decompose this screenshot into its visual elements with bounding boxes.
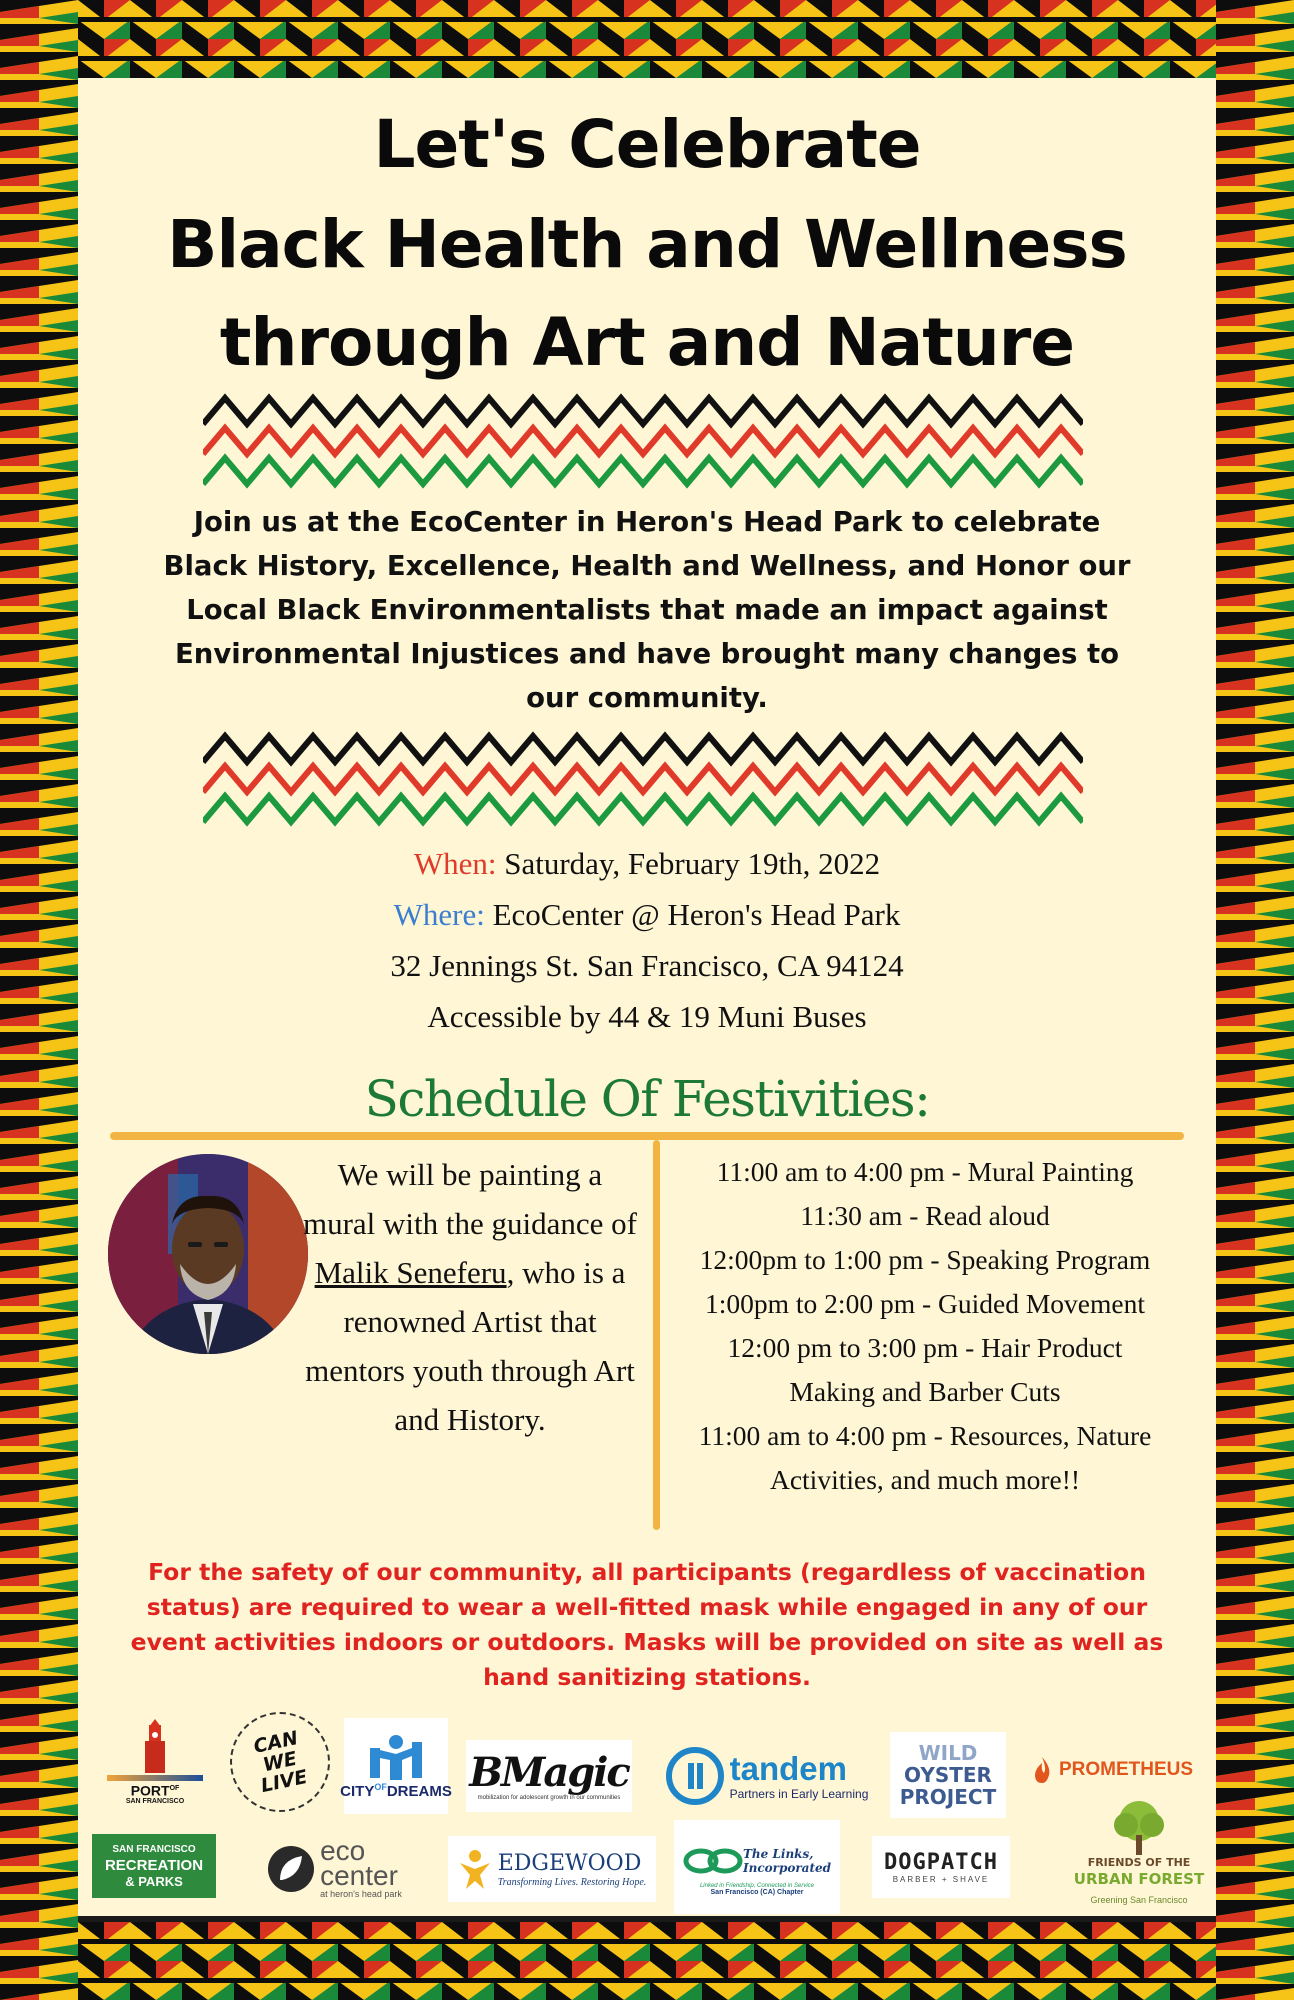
edgewood-figure-icon (458, 1849, 492, 1889)
port-of: OF (169, 1784, 180, 1792)
schedule-divider-horizontal (110, 1132, 1184, 1140)
artist-name: Malik Seneferu (314, 1255, 507, 1290)
zigzag-divider-top (203, 392, 1083, 492)
port-label: PORT (130, 1782, 170, 1799)
fuf-line3: URBAN (1073, 1870, 1134, 1888)
dogpatch-label: DOGPATCH (884, 1850, 998, 1875)
zigzag-line (203, 458, 1083, 484)
logo-can-we-live (230, 1712, 330, 1812)
tandem-logo-icon (666, 1747, 724, 1805)
flame-icon (1029, 1755, 1055, 1785)
tree-icon (1104, 1799, 1174, 1855)
cod-city: CITY (340, 1783, 375, 1800)
schedule-item: 11:00 am to 4:00 pm - Mural Painting (716, 1156, 1134, 1187)
logo-the-links (674, 1820, 840, 1914)
where-value: EcoCenter @ Heron's Head Park (484, 897, 901, 932)
edgewood-label: EDGEWOOD (497, 1850, 642, 1876)
logo-wild-oyster (890, 1732, 1006, 1818)
logo-edgewood (448, 1836, 656, 1902)
fuf-line2: OF THE (1145, 1856, 1191, 1869)
wildoyster-line2: OYSTER (904, 1763, 992, 1787)
border-top (0, 0, 1294, 78)
logo-prometheus (1016, 1752, 1206, 1788)
intro-paragraph: Join us at the EcoCenter in Heron's Head Park to celebrate Black History, Excellence, Health and Wellness, and Honor our Local Black Environmentalists that made an impact against Environmental Injustices and have brought many changes to our community. (163, 506, 1131, 714)
title-line-2: Black Health and Wellness (167, 206, 1127, 283)
artist-portrait (108, 1154, 308, 1354)
kente-pattern-bottom (0, 1922, 1294, 2000)
links-line1: The Links, (742, 1846, 814, 1861)
city-of-dreams-figure-icon (366, 1732, 426, 1782)
cod-dreams: DREAMS (386, 1783, 452, 1800)
zigzag-line (203, 736, 1083, 762)
sfrec-line3: & PARKS (125, 1874, 183, 1889)
mural-text-post: , who is a renowned Artist that mentors youth through Art and History. (305, 1255, 635, 1437)
schedule-list (670, 1150, 1180, 1502)
zigzag-line (203, 428, 1083, 454)
schedule-item: Activities, and much more!! (769, 1464, 1081, 1495)
edgewood-sublabel: Transforming Lives. Restoring Hope. (497, 1876, 647, 1888)
kente-pattern-top (0, 0, 1294, 78)
tandem-sublabel: Partners in Early Learning (729, 1787, 869, 1801)
bmagic-sublabel: mobilization for adolescent growth in our communities (477, 1795, 621, 1801)
zigzag-line (203, 398, 1083, 424)
logo-tandem (652, 1740, 882, 1812)
schedule-heading: Schedule Of Festivities: (364, 1070, 930, 1128)
event-transit: Accessible by 44 & 19 Muni Buses (427, 999, 867, 1034)
title-line-1: Let's Celebrate (373, 106, 921, 183)
links-chain-icon (683, 1839, 743, 1883)
logo-city-of-dreams (340, 1718, 452, 1814)
schedule-item: Making and Barber Cuts (789, 1376, 1061, 1407)
ecocenter-line2: center (320, 1860, 398, 1891)
logo-ecocenter (236, 1834, 432, 1904)
sfrec-line2: RECREATION (104, 1857, 204, 1874)
schedule-divider-vertical (653, 1140, 660, 1530)
portrait-illustration (108, 1154, 308, 1354)
where-label: Where: (393, 897, 485, 932)
ecocenter-line3: at heron's head park (320, 1889, 402, 1899)
logo-friends-urban-forest (1064, 1784, 1214, 1920)
sfrec-line1: SAN FRANCISCO (112, 1844, 196, 1855)
zigzag-line (203, 766, 1083, 792)
schedule-item: 11:00 am to 4:00 pm - Resources, Nature (698, 1420, 1152, 1451)
logo-bmagic (466, 1740, 632, 1812)
schedule-item: 1:00pm to 2:00 pm - Guided Movement (705, 1288, 1145, 1319)
schedule-item: 12:00pm to 1:00 pm - Speaking Program (699, 1244, 1151, 1275)
fuf-line4: FOREST (1138, 1870, 1205, 1888)
port-tower-icon (135, 1719, 175, 1775)
links-line4: San Francisco (CA) Chapter (710, 1888, 804, 1896)
wildoyster-line3: PROJECT (899, 1785, 997, 1809)
ecocenter-line1: eco (320, 1835, 366, 1866)
border-bottom (0, 1922, 1294, 2000)
title-line-3: through Art and Nature (219, 304, 1075, 381)
logo-port-sf (100, 1712, 210, 1812)
wildoyster-line1: WILD (918, 1741, 978, 1765)
when-value: Saturday, February 19th, 2022 (496, 846, 881, 881)
mural-text-pre: We will be painting a mural with the guidance of (302, 1157, 637, 1241)
bmagic-label: BMagic (469, 1749, 629, 1796)
when-label: When: (413, 846, 497, 881)
event-address: 32 Jennings St. San Francisco, CA 94124 (390, 948, 904, 983)
schedule-item: 11:30 am - Read aloud (800, 1200, 1050, 1231)
zigzag-divider-middle (203, 730, 1083, 830)
links-line3: Linked in Friendship, Connected in Service (699, 1882, 815, 1889)
fuf-sublabel: Greening San Francisco (1090, 1895, 1188, 1905)
zigzag-line (203, 796, 1083, 822)
event-where (0, 897, 1294, 933)
links-line2: Incorporated (742, 1860, 832, 1875)
event-when (0, 846, 1294, 882)
mural-description (300, 1150, 640, 1444)
schedule-item: 12:00 pm to 3:00 pm - Hair Product (727, 1332, 1123, 1363)
ecocenter-leaf-icon (266, 1844, 316, 1894)
cod-of: OF (374, 1782, 387, 1792)
safety-notice: For the safety of our community, all participants (regardless of vaccination status) are required to wear a well-fitted mask while engaged in any of our event activities indoors or outdoors. Masks will be provided on site as well as hand sanitizing stations. (130, 1558, 1164, 1691)
fuf-line1: FRIENDS (1087, 1856, 1142, 1869)
canwelive-label: CAN WE LIVE (251, 1727, 310, 1798)
logo-sf-rec-parks (92, 1834, 216, 1898)
logo-dogpatch (872, 1836, 1010, 1898)
dogpatch-sublabel: BARBER + SHAVE (892, 1875, 990, 1884)
prometheus-label: PROMETHEUS (1058, 1759, 1194, 1780)
port-sublabel: SAN FRANCISCO (125, 1798, 185, 1806)
tandem-label: tandem (729, 1750, 847, 1787)
